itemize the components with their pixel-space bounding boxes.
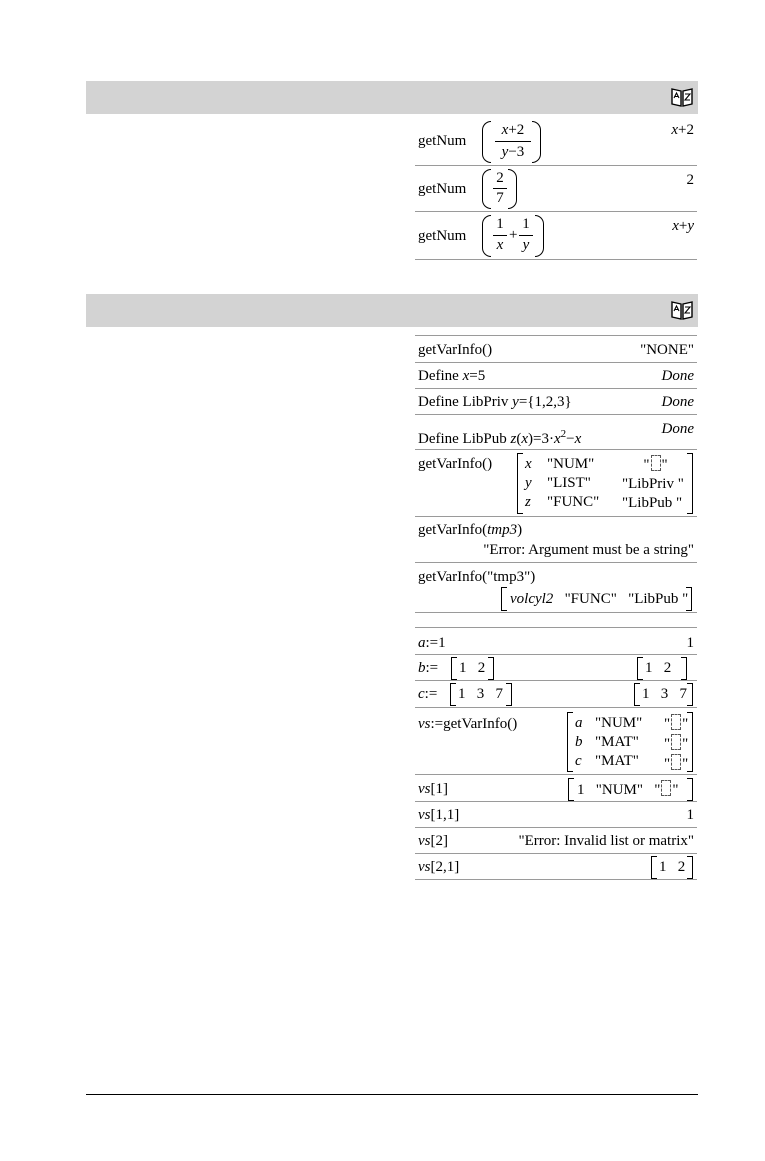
input-expression: vs[1]	[418, 781, 448, 797]
empty-string-box	[671, 714, 681, 730]
input-expression: getVarInfo(tmp3)	[418, 522, 523, 538]
matrix-left-bracket	[450, 683, 456, 706]
getvarinfo-row-5	[415, 450, 697, 517]
section-header-bar-1	[86, 81, 698, 114]
matrix-right-bracket	[488, 657, 494, 680]
result-right-bracket	[687, 683, 693, 706]
term2-denominator: y	[522, 237, 530, 253]
vs-row-1	[415, 627, 697, 655]
denominator: 7	[496, 190, 504, 206]
empty-string-box	[661, 780, 671, 796]
result-right-bracket	[687, 778, 693, 801]
matrix-row: 1 2	[459, 660, 486, 676]
input-expression: Define LibPub $z(x)=3\cdot x^2-x$	[418, 428, 582, 447]
input-expression: Define x=5	[418, 368, 486, 384]
result-matrix-row: 1 "NUM" " "	[577, 782, 679, 798]
input-expression: vs[2]	[418, 833, 448, 849]
fraction-bar	[495, 141, 531, 142]
matrix-left-bracket	[451, 657, 457, 680]
matrix-col-1: x y z	[525, 456, 532, 510]
result: x+2	[671, 122, 694, 138]
term1-denominator: x	[496, 237, 504, 253]
right-paren	[508, 169, 517, 209]
result: 1	[686, 807, 694, 823]
getvarinfo-row-4	[415, 415, 697, 450]
matrix-col-2: "NUM" "MAT" "MAT"	[595, 715, 643, 769]
term1-numerator: 1	[496, 216, 504, 232]
matrix-right-bracket	[506, 683, 512, 706]
vs-row-8	[415, 854, 697, 880]
input-expression: Define LibPriv y={1,2,3}	[418, 394, 572, 410]
result-left-bracket	[651, 856, 657, 879]
matrix-right-bracket	[686, 587, 692, 611]
vs-row-5	[415, 775, 697, 802]
left-paren	[482, 215, 491, 257]
plus: +	[509, 227, 518, 243]
vs-examples-panel	[415, 627, 697, 880]
result-left-bracket	[634, 683, 640, 706]
result-matrix-row: 1 2	[659, 859, 686, 875]
vs-row-4	[415, 708, 697, 775]
getvarinfo-row-2	[415, 363, 697, 389]
matrix-right-bracket	[687, 712, 693, 772]
catalog-book-icon	[670, 86, 694, 108]
section-header-bar-2	[86, 294, 698, 327]
result: "Error: Argument must be a string"	[483, 542, 694, 558]
getvarinfo-row-3	[415, 389, 697, 415]
matrix-left-bracket	[517, 453, 523, 514]
catalog-book-icon	[670, 299, 694, 321]
result: Done	[661, 394, 694, 410]
vs-row-3	[415, 681, 697, 708]
matrix-col-1: a b c	[575, 715, 583, 769]
input-expression: vs[2,1]	[418, 859, 460, 875]
left-paren	[482, 121, 491, 163]
input-expression: a:=1	[418, 635, 446, 651]
matrix-row: 1 3 7	[458, 686, 503, 702]
input-expression: b:=	[418, 660, 439, 676]
function-name: getNum	[418, 133, 467, 149]
result: "Error: Invalid list or matrix"	[518, 833, 694, 849]
denominator: y−3	[501, 144, 525, 160]
result: 1	[686, 635, 694, 651]
result-right-bracket	[681, 657, 687, 680]
function-name: getNum	[418, 228, 467, 244]
empty-string-box	[671, 734, 681, 750]
result: "NONE"	[640, 342, 694, 358]
numerator: x+2	[501, 122, 525, 138]
matrix-col-2: "NUM" "LIST" "FUNC"	[547, 456, 600, 510]
left-paren	[482, 169, 491, 209]
input-expression: vs:=getVarInfo()	[418, 716, 518, 732]
right-paren	[532, 121, 541, 163]
getvarinfo-examples-panel	[415, 335, 697, 613]
vs-row-6	[415, 802, 697, 828]
matrix-left-bracket	[567, 712, 573, 772]
matrix-row: volcyl2 "FUNC" "LibPub "	[510, 591, 689, 607]
result: x+y	[672, 218, 694, 234]
matrix-col-3: " " "LibPriv " "LibPub "	[622, 457, 684, 511]
getvarinfo-row-7	[415, 563, 697, 613]
numerator: 2	[496, 170, 504, 186]
result: Done	[661, 368, 694, 384]
right-paren	[535, 215, 544, 257]
getvarinfo-row-1	[415, 335, 697, 363]
result-right-bracket	[687, 856, 693, 879]
matrix-col-3: " " " " " "	[664, 716, 689, 772]
input-expression: vs[1,1]	[418, 807, 460, 823]
input-expression: getVarInfo()	[418, 456, 493, 472]
getnum-row-2	[415, 166, 697, 212]
input-expression: getVarInfo()	[418, 342, 493, 358]
result: 2	[686, 172, 694, 188]
result-matrix-row: 1 2	[645, 660, 672, 676]
getnum-row-1	[415, 117, 697, 166]
matrix-right-bracket	[687, 453, 693, 514]
footer-rule	[86, 1094, 698, 1095]
getnum-examples-panel	[415, 117, 697, 260]
result-matrix-row: 1 3 7	[642, 686, 687, 702]
empty-string-box	[651, 455, 661, 471]
getnum-row-3	[415, 212, 697, 260]
result-left-bracket	[568, 778, 574, 801]
vs-row-2	[415, 655, 697, 681]
vs-row-7	[415, 828, 697, 854]
result: Done	[661, 421, 694, 437]
term2-numerator: 1	[522, 216, 530, 232]
result-left-bracket	[637, 657, 643, 680]
function-name: getNum	[418, 181, 467, 197]
getvarinfo-row-6	[415, 517, 697, 563]
matrix-left-bracket	[501, 587, 507, 611]
empty-string-box	[671, 754, 681, 770]
input-expression: c:=	[418, 686, 438, 702]
input-expression: getVarInfo("tmp3")	[418, 569, 536, 585]
